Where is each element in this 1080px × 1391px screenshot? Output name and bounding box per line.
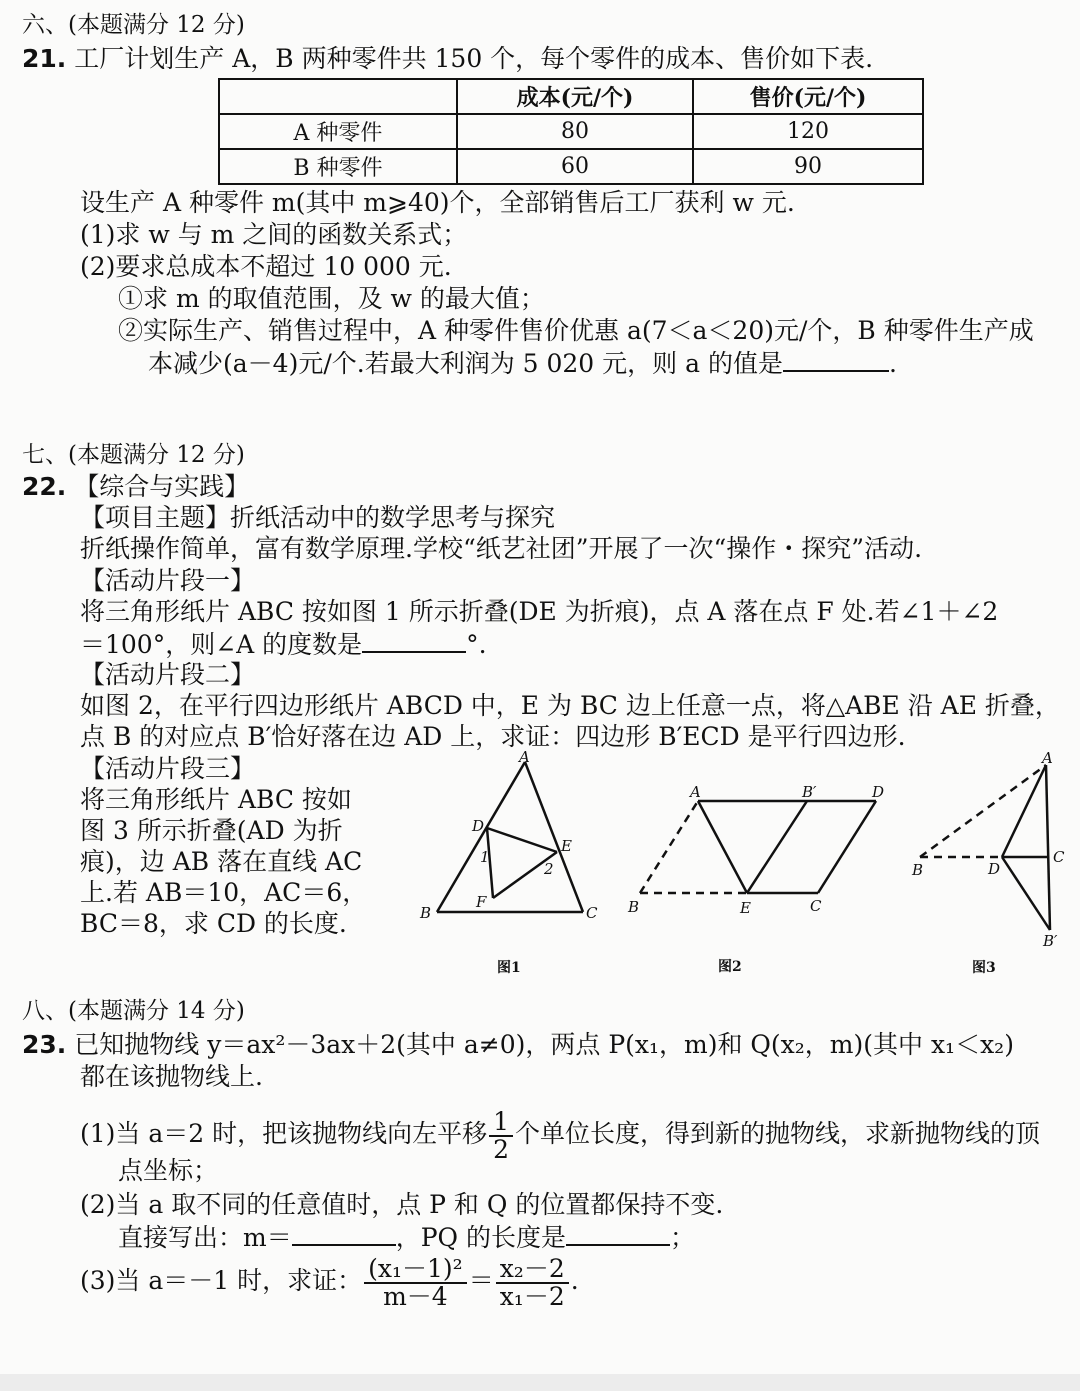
table-header-row xyxy=(219,79,923,114)
q21-part2b-line2 xyxy=(148,348,897,379)
line-AC xyxy=(1046,765,1050,930)
side-AB-dashed xyxy=(640,801,698,893)
figure-3-caption: 图3 xyxy=(972,960,996,976)
q23-part2-line2 xyxy=(118,1222,695,1253)
side-AC xyxy=(525,762,583,912)
label-B: B xyxy=(912,861,924,879)
q22-activity3-line3: 痕)，边 AB 落在直线 AC xyxy=(80,847,363,876)
q21-part2b-text: 本减少(a－4)元/个.若最大利润为 5 020 元，则 a 的值是 xyxy=(148,349,783,378)
label-B-prime: B′ xyxy=(802,783,817,801)
segment-EBprime xyxy=(747,801,807,893)
q21-part2a: ①求 m 的取值范围，及 w 的最大值； xyxy=(118,284,545,313)
fraction-left xyxy=(364,1253,467,1311)
q23-part1-line2: 点坐标； xyxy=(118,1156,219,1185)
q22-title xyxy=(22,472,249,502)
table-cell: 60 xyxy=(457,149,693,184)
label-D: D xyxy=(988,860,1001,878)
period: . xyxy=(888,349,897,378)
label-C: C xyxy=(810,897,822,915)
q23-part2-text-a: 直接写出：m＝ xyxy=(118,1223,292,1252)
q23-part3-text: (3)当 a＝－1 时，求证： xyxy=(80,1266,363,1295)
answer-blank-pq[interactable] xyxy=(566,1222,670,1246)
q22-title-text: 【综合与实践】 xyxy=(74,472,250,501)
crease-AE xyxy=(698,801,747,893)
q22-activity1-line1: 将三角形纸片 ABC 按如图 1 所示折叠(DE 为折痕)，点 A 落在点 F 处.若∠1＋∠2 xyxy=(80,597,999,626)
label-F: F xyxy=(476,893,487,911)
table-header-cell xyxy=(219,79,457,114)
segment-DBprime xyxy=(1002,857,1050,930)
q21-stem xyxy=(22,44,873,74)
q22-activity3-line5: BC＝8，求 CD 的长度. xyxy=(80,909,347,938)
q21-stem-text: 工厂计划生产 A，B 两种零件共 150 个，每个零件的成本、售价如下表. xyxy=(74,44,874,73)
table-cell: B 种零件 xyxy=(219,149,457,184)
label-B-prime: B′ xyxy=(1043,932,1058,950)
fraction-denominator: 2 xyxy=(493,1134,510,1164)
angle-1-label: 1 xyxy=(480,848,490,866)
q23-part2-line1: (2)当 a 取不同的任意值时，点 P 和 Q 的位置都保持不变. xyxy=(80,1190,724,1219)
q23-number: 23. xyxy=(22,1030,67,1059)
label-E: E xyxy=(561,837,572,855)
label-B: B xyxy=(420,904,432,922)
side-AB-dashed xyxy=(920,765,1046,857)
table-header-cell: 售价(元/个) xyxy=(693,79,923,114)
q23-stem-line1 xyxy=(22,1030,1014,1060)
q22-activity1-title: 【活动片段一】 xyxy=(80,566,256,595)
q23-part3 xyxy=(80,1250,579,1312)
fraction-numerator: x₂－2 xyxy=(496,1256,569,1284)
q23-part1-line1 xyxy=(80,1104,1040,1164)
crease-AD xyxy=(1002,765,1046,857)
q22-activity1-text: ＝100°，则∠A 的度数是 xyxy=(80,630,363,659)
period: . xyxy=(570,1266,579,1295)
crease-DE xyxy=(487,828,557,852)
fraction-denominator: x₁－2 xyxy=(499,1281,565,1311)
label-A: A xyxy=(690,783,701,801)
table-row xyxy=(219,149,923,184)
label-D: D xyxy=(472,817,485,835)
answer-blank[interactable] xyxy=(783,348,889,372)
label-C: C xyxy=(586,904,598,922)
figure-1 xyxy=(415,750,610,980)
angle-2-label: 2 xyxy=(544,860,554,878)
figure-2 xyxy=(620,775,900,980)
table-cell: 80 xyxy=(457,114,693,149)
answer-blank[interactable] xyxy=(362,629,466,653)
fraction-numerator: (x₁－1)² xyxy=(364,1256,467,1284)
q21-part1: (1)求 w 与 m 之间的函数关系式； xyxy=(80,220,468,249)
label-A: A xyxy=(1042,750,1053,767)
q22-number: 22. xyxy=(22,472,67,501)
q22-activity3-line1: 将三角形纸片 ABC 按如 xyxy=(80,785,352,814)
figure-1-caption: 图1 xyxy=(497,960,521,976)
section-8-heading: 八、(本题满分 14 分) xyxy=(22,998,245,1024)
q22-intro: 折纸操作简单，富有数学原理.学校“纸艺社团”开展了一次“操作・探究”活动. xyxy=(80,534,923,563)
table-cell: 120 xyxy=(693,114,923,149)
figure-2-caption: 图2 xyxy=(718,959,742,975)
q22-activity2-title: 【活动片段二】 xyxy=(80,660,256,689)
figure-3 xyxy=(900,750,1080,980)
q22-activity3-line2: 图 3 所示折叠(AD 为折 xyxy=(80,816,343,845)
table-header-cell: 成本(元/个) xyxy=(457,79,693,114)
q21-part2b-line1: ②实际生产、销售过程中，A 种零件售价优惠 a(7＜a＜20)元/个，B 种零件生产成 xyxy=(118,316,1034,345)
q22-activity1-line2 xyxy=(80,629,487,660)
equals-sign: ＝ xyxy=(468,1266,494,1295)
section-6-heading: 六、(本题满分 12 分) xyxy=(22,12,245,38)
q23-part1-text-b: 个单位长度，得到新的抛物线，求新抛物线的顶 xyxy=(515,1119,1041,1148)
q21-part2: (2)要求总成本不超过 10 000 元. xyxy=(80,252,452,281)
degree-suffix: °. xyxy=(466,630,487,659)
q22-activity3-title: 【活动片段三】 xyxy=(80,754,256,783)
q23-part2-text-b: ，PQ 的长度是 xyxy=(395,1223,566,1252)
label-E: E xyxy=(740,899,751,917)
page-bottom-edge xyxy=(0,1374,1080,1391)
q23-stem-text: 已知抛物线 y＝ax²－3ax＋2(其中 a≠0)，两点 P(x₁，m)和 Q(x₂，m)(其中 x₁＜x₂) xyxy=(74,1030,1014,1059)
answer-blank-m[interactable] xyxy=(292,1222,396,1246)
label-A: A xyxy=(519,750,530,766)
q22-activity3-line4: 上.若 AB＝10，AC＝6， xyxy=(80,878,368,907)
cost-price-table xyxy=(218,78,924,185)
table-cell: A 种零件 xyxy=(219,114,457,149)
section-7-heading: 七、(本题满分 12 分) xyxy=(22,442,245,468)
q21-number: 21. xyxy=(22,44,67,73)
label-B: B xyxy=(628,898,640,916)
label-D: D xyxy=(872,783,885,801)
q23-stem-line2: 都在该抛物线上. xyxy=(80,1062,263,1091)
label-C: C xyxy=(1053,848,1065,866)
q22-activity2-line2: 点 B 的对应点 B′恰好落在边 AD 上，求证：四边形 B′ECD 是平行四边形. xyxy=(80,722,906,751)
q22-activity2-line1: 如图 2，在平行四边形纸片 ABCD 中，E 为 BC 边上任意一点，将△ABE 沿 AE 折叠， xyxy=(80,691,1060,720)
q21-setup: 设生产 A 种零件 m(其中 m⩾40)个，全部销售后工厂获利 w 元. xyxy=(80,188,795,217)
fraction-one-half xyxy=(489,1106,513,1164)
q23-part2-text-c: ； xyxy=(669,1223,695,1252)
fraction-denominator: m－4 xyxy=(383,1281,448,1311)
table-row xyxy=(219,114,923,149)
fraction-numerator: 1 xyxy=(489,1109,513,1137)
q22-theme: 【项目主题】折纸活动中的数学思考与探究 xyxy=(80,503,556,532)
q23-part1-text-a: (1)当 a＝2 时，把该抛物线向左平移 xyxy=(80,1119,488,1148)
table-cell: 90 xyxy=(693,149,923,184)
fraction-right xyxy=(496,1253,569,1311)
side-CD xyxy=(818,801,876,893)
